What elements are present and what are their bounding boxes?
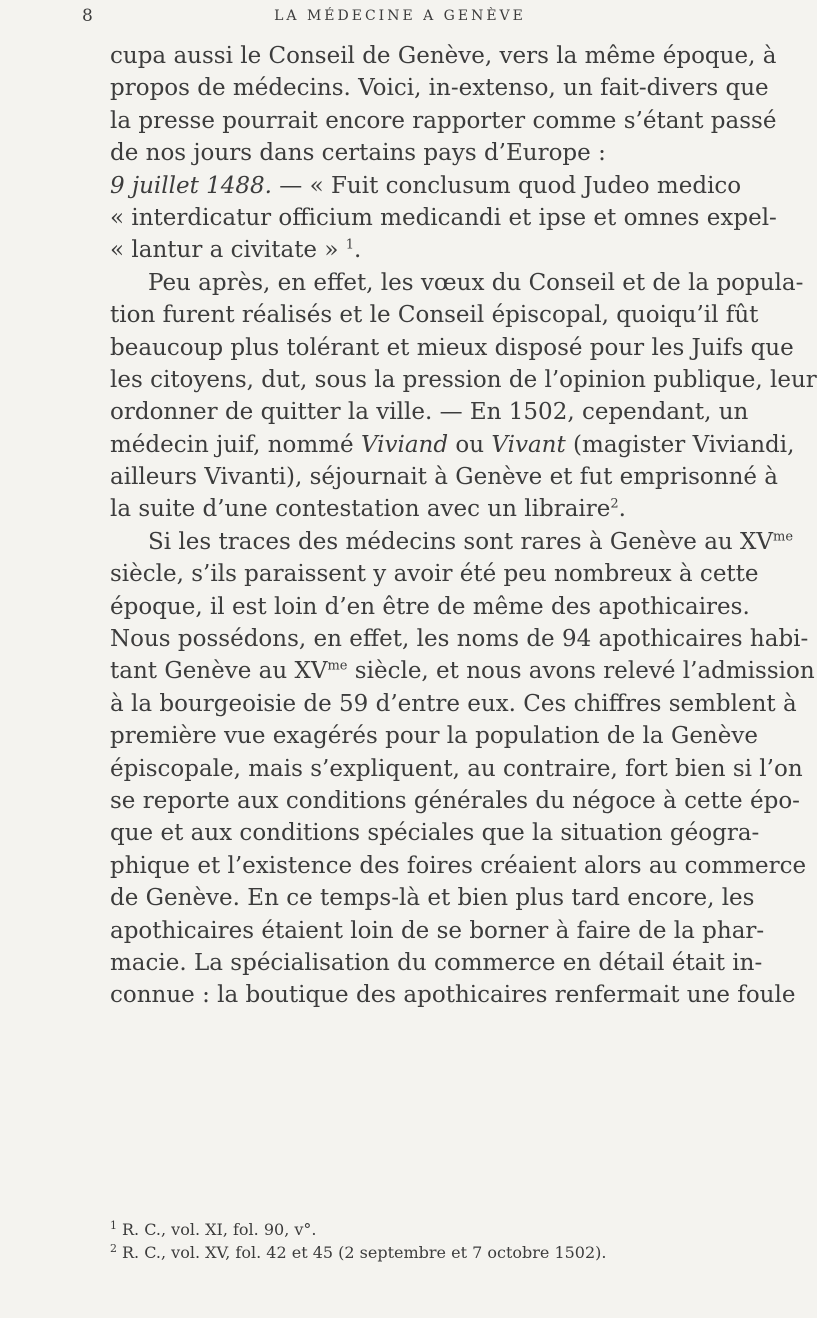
quote-text: « lantur a civitate » [110,237,339,264]
text-line [110,170,742,202]
footnote [110,1241,730,1264]
text-line: les citoyens, dut, sous la pression de l’opinion publique, leur [110,366,817,393]
footnote-ref: 2 [610,496,619,512]
text-line: de Genève. En ce temps-là et bien plus tard encore, les [110,885,755,912]
running-title: LA MÉDECINE A GENÈVE [274,8,526,24]
text-line: se reporte aux conditions générales du négoce à cette épo- [110,787,800,814]
name-italic: Viviand [360,431,449,458]
text-line: tant Genève au $XV^{me}$ siècle, et nous avons relevé l’admission [110,658,815,685]
text-line: à la bourgeoisie de 59 d’entre eux. Ces chiffres semblent à [110,690,797,717]
text-line: « lantur a civitate » $^1$. [110,237,362,264]
body-text [110,40,817,1012]
text-line: « interdicatur officium medicandi et ipse et omnes expel- [110,204,777,231]
text-line: médecin juif, nommé Viviand ou Vivant (magister Viviandi, [110,431,795,458]
text-line: époque, il est loin d’en être de même des apothicaires. [110,593,750,620]
footnote-mark: 1 [110,1219,117,1232]
text-line: la presse pourrait encore rapporter comme s’étant passé [110,107,777,134]
footnote-mark: 2 [110,1242,117,1255]
quote-text: — « Fuit conclusum quod Judeo medico [271,172,742,199]
text-line: ailleurs Vivanti), séjournait à Genève et fut emprisonné à [110,464,779,491]
text-line: première vue exagérés pour la population de la Genève [110,723,758,750]
text-line: macie. La spécialisation du commerce en détail était in- [110,949,763,976]
text-line: Peu après, en effet, les vœux du Conseil et de la popula- [148,269,804,296]
text-line: ordonner de quitter la ville. — En 1502, cependant, un [110,399,749,426]
footnote-ref: 1 [345,237,355,253]
footnote [110,1218,730,1241]
page-number: 8 [82,6,94,26]
text-line: la suite d’une contestation avec un libraire$^2$. [110,496,626,523]
text-line: Nous possédons, en effet, les noms de 94 apothicaires habi- [110,626,809,653]
text-line: phique et l’existence des foires créaient alors au commerce [110,852,807,879]
superscript: me [773,529,794,545]
text-line: cupa aussi le Conseil de Genève, vers la même époque, à [110,43,777,69]
text-line: Si les traces des médecins sont rares à Genève au $XV^{me}$ [148,528,794,555]
name-italic: Vivant [491,431,566,458]
text-line: apothicaires étaient loin de se borner à faire de la phar- [110,917,765,944]
text-line: épiscopale, mais s’expliquent, au contraire, fort bien si l’on [110,755,803,782]
footnotes [110,1218,730,1264]
text-line: beaucoup plus tolérant et mieux disposé pour les Juifs que [110,334,794,361]
date-italic: 9 juillet 1488. [110,172,272,199]
text-line: que et aux conditions spéciales que la situation géogra- [110,820,760,847]
superscript: me [327,658,348,674]
text-line: tion furent réalisés et le Conseil épiscopal, quoiqu’il fût [110,302,759,329]
text-line: siècle, s’ils paraissent y avoir été peu nombreux à cette [110,561,759,588]
running-head [0,6,800,32]
footnote-text: R. C., vol. XI, fol. 90, v°. [122,1220,317,1239]
footnote-text: R. C., vol. XV, fol. 42 et 45 (2 septembre et 7 octobre 1502). [122,1243,607,1262]
text-line: de nos jours dans certains pays d’Europe : [110,140,606,167]
text-line: propos de médecins. Voici, in-extenso, un fait-divers que [110,75,769,102]
text-line: connue : la boutique des apothicaires renfermait une foule [110,982,796,1009]
